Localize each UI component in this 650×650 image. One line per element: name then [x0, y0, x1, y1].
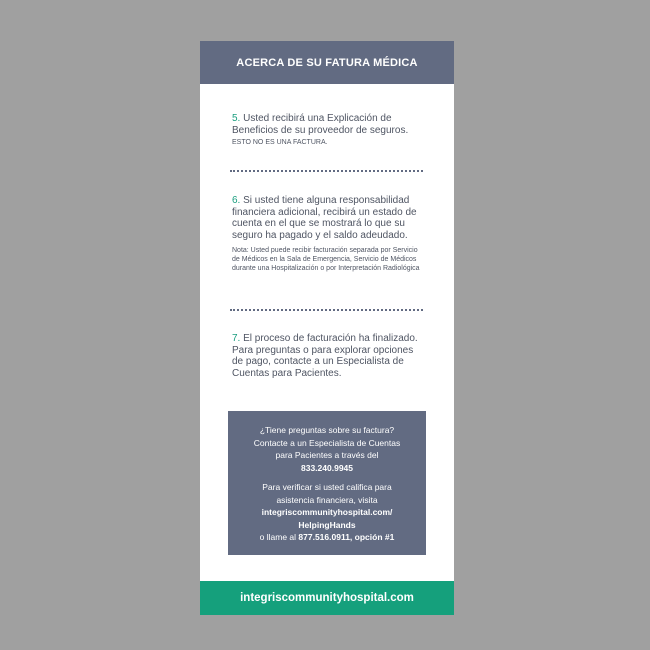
website-link[interactable]: integriscommunityhospital.com [240, 592, 414, 604]
step-6-text-block [232, 195, 427, 241]
assistance-call-line [228, 531, 426, 544]
contact-line: Contacte a un Especialista de Cuentas [253, 437, 401, 448]
call-prefix: o llame al [259, 532, 297, 542]
step-note: ESTO NO ES UNA FACTURA. [232, 139, 328, 146]
step-number: 7. [232, 333, 241, 344]
step-5 [232, 113, 427, 147]
dotted-divider [230, 170, 423, 172]
page-title: ACERCA DE SU FATURA MÉDICA [236, 56, 418, 69]
assistance-line: asistencia financiera, visita [276, 494, 378, 505]
assistance-phone[interactable]: 877.516.0911, opción #1 [298, 532, 395, 542]
contact-question: ¿Tiene preguntas sobre su factura? [259, 425, 395, 435]
assistance-line: Para verificar si usted califica para [262, 482, 392, 492]
step-7 [232, 333, 427, 379]
spacer [228, 474, 426, 481]
step-text: Usted recibirá una Explicación de Beneficios de su proveedor de seguros. [232, 113, 409, 136]
header-bar [200, 41, 454, 84]
step-number: 6. [232, 195, 241, 206]
dotted-divider [230, 309, 423, 311]
contact-info-box [228, 411, 426, 555]
footer-bar [200, 581, 454, 615]
step-note: Nota: Usted puede recibir facturación separada por Servicio de Médicos en la Sala de Emergencia, Servicio de Médicos durante una Hospitalización o por Interpretación Radiológica [232, 247, 420, 272]
step-7-text-block [232, 333, 427, 379]
assistance-url-path[interactable]: HelpingHands [298, 519, 356, 530]
assistance-url[interactable]: integriscommunityhospital.com/ [261, 507, 393, 517]
contact-line: para Pacientes a través del [275, 450, 379, 460]
contact-phone[interactable]: 833.240.9945 [301, 462, 353, 473]
step-5-text-block [232, 113, 427, 136]
brochure-panel [200, 41, 454, 615]
step-text: El proceso de facturación ha finalizado. Para preguntas o para explorar opciones de pago, contacte a un Especialista de Cuentas para Pacientes. [232, 333, 418, 379]
step-number: 5. [232, 113, 241, 124]
step-6 [232, 195, 427, 273]
step-text: Si usted tiene alguna responsabilidad financiera adicional, recibirá un estado de cuenta en el que se mostrará lo que su seguro ha pagado y el saldo adeudado. [232, 195, 417, 241]
